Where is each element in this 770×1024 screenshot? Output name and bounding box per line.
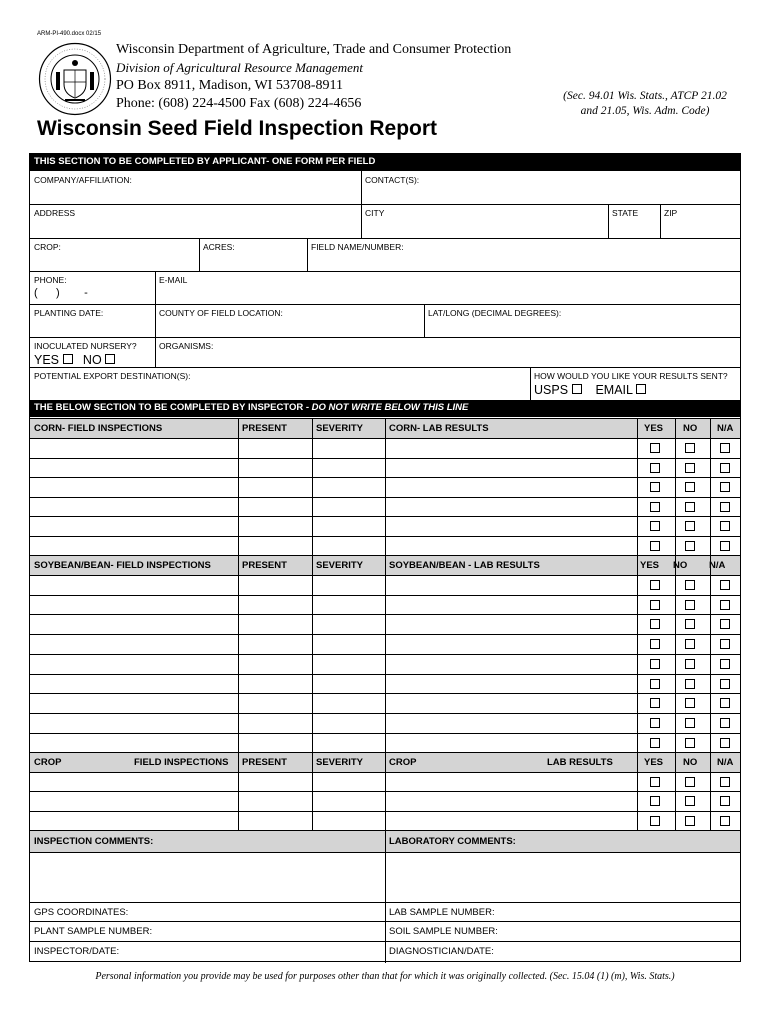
field-inspection-cell[interactable] bbox=[30, 772, 238, 791]
table-row bbox=[30, 634, 740, 654]
company-label: COMPANY/AFFILIATION: bbox=[34, 175, 132, 185]
crop-severity-header: SEVERITY bbox=[316, 757, 363, 768]
email-option-label: EMAIL bbox=[595, 383, 633, 397]
corn-field-header: CORN- FIELD INSPECTIONS bbox=[34, 423, 163, 434]
county-label: COUNTY OF FIELD LOCATION: bbox=[159, 308, 283, 318]
planting-date-label: PLANTING DATE: bbox=[34, 308, 104, 318]
field-inspection-cell[interactable] bbox=[30, 575, 238, 595]
field-inspection-cell[interactable] bbox=[30, 693, 238, 713]
crop-lab-crop-header: CROP bbox=[389, 757, 417, 768]
table-row bbox=[30, 772, 740, 791]
wisconsin-seal-logo bbox=[38, 42, 112, 116]
table-row bbox=[30, 536, 740, 556]
severity-cell[interactable] bbox=[313, 536, 385, 556]
inspector-date-label: INSPECTOR/DATE: bbox=[34, 946, 120, 957]
na-checkbox[interactable] bbox=[720, 482, 730, 492]
soy-na-header: N/A bbox=[709, 560, 726, 571]
na-checkbox[interactable] bbox=[720, 443, 730, 453]
lab-result-cell[interactable] bbox=[386, 693, 637, 713]
lab-result-cell[interactable] bbox=[386, 674, 637, 694]
table-row bbox=[30, 674, 740, 694]
severity-cell[interactable] bbox=[313, 791, 385, 810]
inoculated-label: INOCULATED NURSERY? bbox=[34, 341, 137, 351]
statute-reference: (Sec. 94.01 Wis. Stats., ATCP 21.02 and 21.05, Wis. Adm. Code) bbox=[563, 90, 727, 117]
na-checkbox[interactable] bbox=[720, 796, 730, 806]
yes-checkbox[interactable] bbox=[650, 521, 660, 531]
inoculated-no-checkbox[interactable] bbox=[105, 354, 115, 364]
inspector-section-header: THE BELOW SECTION TO BE COMPLETED BY INSPECTOR - DO NOT WRITE BELOW THIS LINE bbox=[30, 400, 740, 417]
corn-present-header: PRESENT bbox=[242, 423, 287, 434]
table-row bbox=[30, 595, 740, 615]
no-checkbox[interactable] bbox=[685, 443, 695, 453]
present-cell[interactable] bbox=[239, 497, 312, 517]
lab-result-cell[interactable] bbox=[386, 458, 637, 478]
yes-checkbox[interactable] bbox=[650, 482, 660, 492]
no-checkbox[interactable] bbox=[685, 816, 695, 826]
present-cell[interactable] bbox=[239, 516, 312, 536]
no-checkbox[interactable] bbox=[685, 541, 695, 551]
inoculated-options bbox=[34, 353, 115, 367]
severity-cell[interactable] bbox=[313, 497, 385, 517]
no-checkbox[interactable] bbox=[685, 482, 695, 492]
soy-present-header: PRESENT bbox=[242, 560, 287, 571]
present-cell[interactable] bbox=[239, 438, 312, 458]
inspection-comments-area[interactable] bbox=[30, 853, 385, 902]
na-checkbox[interactable] bbox=[720, 502, 730, 512]
lab-result-cell[interactable] bbox=[386, 713, 637, 733]
lab-result-cell[interactable] bbox=[386, 575, 637, 595]
severity-cell[interactable] bbox=[313, 575, 385, 595]
no-checkbox[interactable] bbox=[685, 619, 695, 629]
present-cell[interactable] bbox=[239, 458, 312, 478]
corn-severity-header: SEVERITY bbox=[316, 423, 363, 434]
field-inspection-cell[interactable] bbox=[30, 811, 238, 830]
no-checkbox[interactable] bbox=[685, 580, 695, 590]
page-title: Wisconsin Seed Field Inspection Report bbox=[37, 117, 438, 140]
severity-cell[interactable] bbox=[313, 634, 385, 654]
no-checkbox[interactable] bbox=[685, 738, 695, 748]
no-checkbox[interactable] bbox=[685, 777, 695, 787]
present-cell[interactable] bbox=[239, 536, 312, 556]
applicant-section-header: THIS SECTION TO BE COMPLETED BY APPLICANT- ONE FORM PER FIELD bbox=[30, 154, 740, 171]
corn-no-header: NO bbox=[683, 423, 698, 434]
field-inspection-cell[interactable] bbox=[30, 497, 238, 517]
email-checkbox[interactable] bbox=[636, 384, 646, 394]
na-checkbox[interactable] bbox=[720, 659, 730, 669]
city-label: CITY bbox=[365, 208, 385, 218]
results-options bbox=[534, 383, 646, 397]
usps-checkbox[interactable] bbox=[572, 384, 582, 394]
email-label: E-MAIL bbox=[159, 275, 188, 285]
soy-no-header: NO bbox=[673, 560, 688, 571]
soy-yes-header: YES bbox=[640, 560, 660, 571]
present-cell[interactable] bbox=[239, 733, 312, 753]
lab-result-cell[interactable] bbox=[386, 791, 637, 810]
present-cell[interactable] bbox=[239, 674, 312, 694]
soy-lab-header: SOYBEAN/BEAN - LAB RESULTS bbox=[389, 560, 540, 571]
na-checkbox[interactable] bbox=[720, 816, 730, 826]
crop-label: CROP: bbox=[34, 242, 61, 252]
severity-cell[interactable] bbox=[313, 614, 385, 634]
corn-yes-header: YES bbox=[644, 423, 664, 434]
no-checkbox[interactable] bbox=[685, 659, 695, 669]
na-checkbox[interactable] bbox=[720, 463, 730, 473]
severity-cell[interactable] bbox=[313, 674, 385, 694]
privacy-footer: Personal information you provide may be used for purposes other than that for which it was originally collected. (Sec. 15.04 (1) (m), Wis. Stats.) bbox=[95, 971, 675, 982]
present-cell[interactable] bbox=[239, 693, 312, 713]
yes-checkbox[interactable] bbox=[650, 463, 660, 473]
severity-cell[interactable] bbox=[313, 477, 385, 497]
na-checkbox[interactable] bbox=[720, 777, 730, 787]
yes-checkbox[interactable] bbox=[650, 541, 660, 551]
contacts-label: CONTACT(S): bbox=[365, 175, 420, 185]
inoculated-yes-checkbox[interactable] bbox=[63, 354, 73, 364]
lab-result-cell[interactable] bbox=[386, 595, 637, 615]
organisms-label: ORGANISMS: bbox=[159, 341, 214, 351]
results-question-label: HOW WOULD YOU LIKE YOUR RESULTS SENT? bbox=[534, 371, 728, 381]
gps-label: GPS COORDINATES: bbox=[34, 907, 129, 918]
latlong-label: LAT/LONG (DECIMAL DEGREES): bbox=[428, 308, 562, 318]
yes-checkbox[interactable] bbox=[650, 580, 660, 590]
present-cell[interactable] bbox=[239, 811, 312, 830]
yes-checkbox[interactable] bbox=[650, 718, 660, 728]
table-row bbox=[30, 693, 740, 713]
division-name: Division of Agricultural Resource Management bbox=[116, 60, 363, 75]
severity-cell[interactable] bbox=[313, 438, 385, 458]
field-inspection-cell[interactable] bbox=[30, 458, 238, 478]
state-label: STATE bbox=[612, 208, 639, 218]
present-cell[interactable] bbox=[239, 634, 312, 654]
yes-checkbox[interactable] bbox=[650, 502, 660, 512]
field-inspection-cell[interactable] bbox=[30, 654, 238, 674]
field-inspection-cell[interactable] bbox=[30, 536, 238, 556]
table-row bbox=[30, 654, 740, 674]
agency-address: PO Box 8911, Madison, WI 53708-8911 bbox=[116, 78, 343, 93]
crop-yes-header: YES bbox=[644, 757, 664, 768]
lab-comments-label: LABORATORY COMMENTS: bbox=[389, 836, 516, 847]
phone-format: ( ) - bbox=[34, 287, 88, 299]
present-cell[interactable] bbox=[239, 791, 312, 810]
severity-cell[interactable] bbox=[313, 733, 385, 753]
table-row bbox=[30, 458, 740, 478]
no-checkbox[interactable] bbox=[685, 679, 695, 689]
table-row bbox=[30, 733, 740, 753]
lab-result-cell[interactable] bbox=[386, 536, 637, 556]
severity-cell[interactable] bbox=[313, 713, 385, 733]
lab-result-cell[interactable] bbox=[386, 516, 637, 536]
soil-sample-label: SOIL SAMPLE NUMBER: bbox=[389, 926, 498, 937]
soy-severity-header: SEVERITY bbox=[316, 560, 363, 571]
no-checkbox[interactable] bbox=[685, 698, 695, 708]
table-row bbox=[30, 713, 740, 733]
agency-header bbox=[116, 41, 511, 113]
na-checkbox[interactable] bbox=[720, 619, 730, 629]
export-label: POTENTIAL EXPORT DESTINATION(S): bbox=[34, 371, 191, 381]
lab-sample-label: LAB SAMPLE NUMBER: bbox=[389, 907, 495, 918]
na-checkbox[interactable] bbox=[720, 639, 730, 649]
table-row bbox=[30, 497, 740, 517]
present-cell[interactable] bbox=[239, 654, 312, 674]
yes-checkbox[interactable] bbox=[650, 698, 660, 708]
agency-name: Wisconsin Department of Agriculture, Trade and Consumer Protection bbox=[116, 42, 512, 57]
table-row bbox=[30, 477, 740, 497]
na-checkbox[interactable] bbox=[720, 679, 730, 689]
table-row bbox=[30, 614, 740, 634]
agency-phone-fax: Phone: (608) 224-4500 Fax (608) 224-4656 bbox=[116, 96, 362, 111]
table-row bbox=[30, 438, 740, 458]
no-checkbox[interactable] bbox=[685, 521, 695, 531]
field-inspection-cell[interactable] bbox=[30, 791, 238, 810]
zip-label: ZIP bbox=[664, 208, 678, 218]
inoculated-no-label: NO bbox=[82, 353, 102, 367]
yes-checkbox[interactable] bbox=[650, 679, 660, 689]
lab-result-cell[interactable] bbox=[386, 438, 637, 458]
field-inspection-cell[interactable] bbox=[30, 438, 238, 458]
yes-checkbox[interactable] bbox=[650, 443, 660, 453]
severity-cell[interactable] bbox=[313, 811, 385, 830]
corn-lab-header: CORN- LAB RESULTS bbox=[389, 423, 489, 434]
crop-na-header: N/A bbox=[717, 757, 734, 768]
table-row bbox=[30, 791, 740, 810]
na-checkbox[interactable] bbox=[720, 698, 730, 708]
lab-result-cell[interactable] bbox=[386, 477, 637, 497]
yes-checkbox[interactable] bbox=[650, 738, 660, 748]
lab-result-cell[interactable] bbox=[386, 497, 637, 517]
field-name-label: FIELD NAME/NUMBER: bbox=[311, 242, 404, 252]
no-checkbox[interactable] bbox=[685, 600, 695, 610]
na-checkbox[interactable] bbox=[720, 718, 730, 728]
severity-cell[interactable] bbox=[313, 516, 385, 536]
present-cell[interactable] bbox=[239, 595, 312, 615]
lab-result-cell[interactable] bbox=[386, 733, 637, 753]
crop-field-header: CROP bbox=[34, 757, 62, 768]
present-cell[interactable] bbox=[239, 614, 312, 634]
severity-cell[interactable] bbox=[313, 772, 385, 791]
no-checkbox[interactable] bbox=[685, 796, 695, 806]
present-cell[interactable] bbox=[239, 477, 312, 497]
crop-no-header: NO bbox=[683, 757, 698, 768]
severity-cell[interactable] bbox=[313, 693, 385, 713]
inspection-comments-label: INSPECTION COMMENTS: bbox=[34, 836, 154, 847]
yes-checkbox[interactable] bbox=[650, 600, 660, 610]
yes-checkbox[interactable] bbox=[650, 619, 660, 629]
usps-label: USPS bbox=[534, 383, 569, 397]
na-checkbox[interactable] bbox=[720, 580, 730, 590]
lab-result-cell[interactable] bbox=[386, 811, 637, 830]
diagnostician-date-label: DIAGNOSTICIAN/DATE: bbox=[389, 946, 494, 957]
na-checkbox[interactable] bbox=[720, 521, 730, 531]
severity-cell[interactable] bbox=[313, 654, 385, 674]
field-inspection-cell[interactable] bbox=[30, 477, 238, 497]
form-number: ARM-PI-490.docx 02/15 bbox=[37, 31, 102, 37]
field-inspection-cell[interactable] bbox=[30, 733, 238, 753]
present-cell[interactable] bbox=[239, 713, 312, 733]
field-inspection-cell[interactable] bbox=[30, 614, 238, 634]
table-row bbox=[30, 575, 740, 595]
present-cell[interactable] bbox=[239, 772, 312, 791]
yes-checkbox[interactable] bbox=[650, 777, 660, 787]
address-label: ADDRESS bbox=[34, 208, 76, 218]
yes-checkbox[interactable] bbox=[650, 639, 660, 649]
na-checkbox[interactable] bbox=[720, 738, 730, 748]
no-checkbox[interactable] bbox=[685, 639, 695, 649]
form-frame bbox=[29, 153, 741, 962]
yes-checkbox[interactable] bbox=[650, 796, 660, 806]
lab-result-cell[interactable] bbox=[386, 654, 637, 674]
no-checkbox[interactable] bbox=[685, 718, 695, 728]
acres-label: ACRES: bbox=[203, 242, 235, 252]
field-inspections-header: FIELD INSPECTIONS bbox=[134, 757, 229, 768]
soy-field-header: SOYBEAN/BEAN- FIELD INSPECTIONS bbox=[34, 560, 211, 571]
phone-label: PHONE: bbox=[34, 275, 67, 285]
lab-result-cell[interactable] bbox=[386, 634, 637, 654]
field-inspection-cell[interactable] bbox=[30, 674, 238, 694]
corn-na-header: N/A bbox=[717, 423, 734, 434]
crop-present-header: PRESENT bbox=[242, 757, 287, 768]
crop-lab-results-header: LAB RESULTS bbox=[547, 757, 613, 768]
table-row bbox=[30, 516, 740, 536]
inoculated-yes-label: YES bbox=[34, 353, 60, 367]
field-inspection-cell[interactable] bbox=[30, 713, 238, 733]
lab-comments-area[interactable] bbox=[386, 853, 740, 902]
no-checkbox[interactable] bbox=[685, 463, 695, 473]
severity-cell[interactable] bbox=[313, 458, 385, 478]
lab-result-cell[interactable] bbox=[386, 614, 637, 634]
lab-result-cell[interactable] bbox=[386, 772, 637, 791]
table-row bbox=[30, 811, 740, 830]
no-checkbox[interactable] bbox=[685, 502, 695, 512]
field-inspection-cell[interactable] bbox=[30, 595, 238, 615]
na-checkbox[interactable] bbox=[720, 541, 730, 551]
present-cell[interactable] bbox=[239, 575, 312, 595]
na-checkbox[interactable] bbox=[720, 600, 730, 610]
plant-sample-label: PLANT SAMPLE NUMBER: bbox=[34, 926, 153, 937]
field-inspection-cell[interactable] bbox=[30, 516, 238, 536]
field-inspection-cell[interactable] bbox=[30, 634, 238, 654]
yes-checkbox[interactable] bbox=[650, 816, 660, 826]
severity-cell[interactable] bbox=[313, 595, 385, 615]
yes-checkbox[interactable] bbox=[650, 659, 660, 669]
